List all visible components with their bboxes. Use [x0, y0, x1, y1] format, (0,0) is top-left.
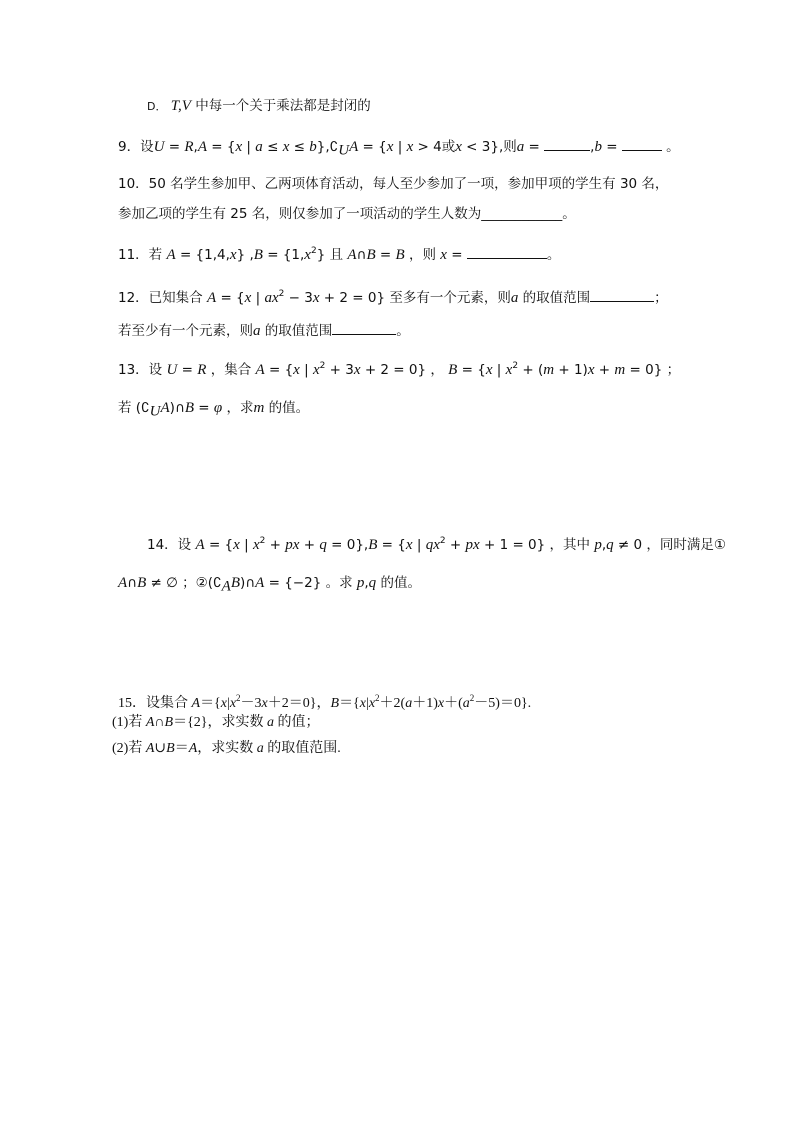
question-14-line-1: 14．设 A = {x | $x^2$ + px + q = 0},B = {x | $qx^2$ + px + 1 = 0} ，其中 p,q ≠ 0 ，同时满足①: [147, 536, 726, 553]
question-9: 9．设U = R,A = {x | $a \le x \le b\},∁_UA = \{x$ | x > 4或x < 3},则a = ,b = 。: [118, 136, 680, 161]
option-d-text: 中每一个关于乘法都是封闭的: [195, 98, 371, 114]
option-d-label: D．: [147, 100, 167, 113]
question-12-line-2: 若至少有一个元素，则a 的取值范围 。: [118, 320, 410, 341]
question-10-line-2: 参加乙项的学生有 25 名，则仅参加了一项活动的学生人数为____________。: [118, 206, 576, 222]
question-11: 11．若 A = {1,4,x} $,B = \{1,x^2\}$ 且 A∩B = B ，则 x = 。: [118, 246, 561, 263]
question-15-part-2: (2)若 A∪B＝A，求实数 a 的取值范围.: [112, 741, 341, 756]
question-15-part-1: (1)若 A∩B＝{2}，求实数 a 的值；: [112, 715, 320, 730]
question-12-line-1: 12．已知集合 A = {x | $ax^2 - 3x + 2 = 0$} 至多有一个元素，则a 的取值范围 ；: [118, 289, 668, 306]
question-13-line-1: 13．设 U = R ，集合 A = {x | $x^2 + 3x + 2 = 0$} ， B = {x | $x^2 + (m + 1)x + m = 0$} ；: [118, 361, 681, 378]
question-10-line-1: 10．50 名学生参加甲、乙两项体育活动，每人至少参加了一项，参加甲项的学生有 30 名，: [118, 176, 669, 192]
option-d-math: T,V: [170, 98, 191, 114]
option-d: [147, 96, 371, 117]
question-13-line-2: 若 $(∁_UA)\cap B = \varphi$ ，求m 的值。: [118, 400, 310, 420]
question-14-line-2: A∩B ≠ ∅ ；$②(∁_AB)\cap A = \{-2\}$ 。求 p,q 的值。: [118, 575, 421, 595]
question-15-line-1: 15．设集合 $A=\{x|x^2-3x+2=0\}$，$B=\{x|x^2+2(a+1)x+(a^2-5)=0\}$.: [118, 693, 532, 711]
